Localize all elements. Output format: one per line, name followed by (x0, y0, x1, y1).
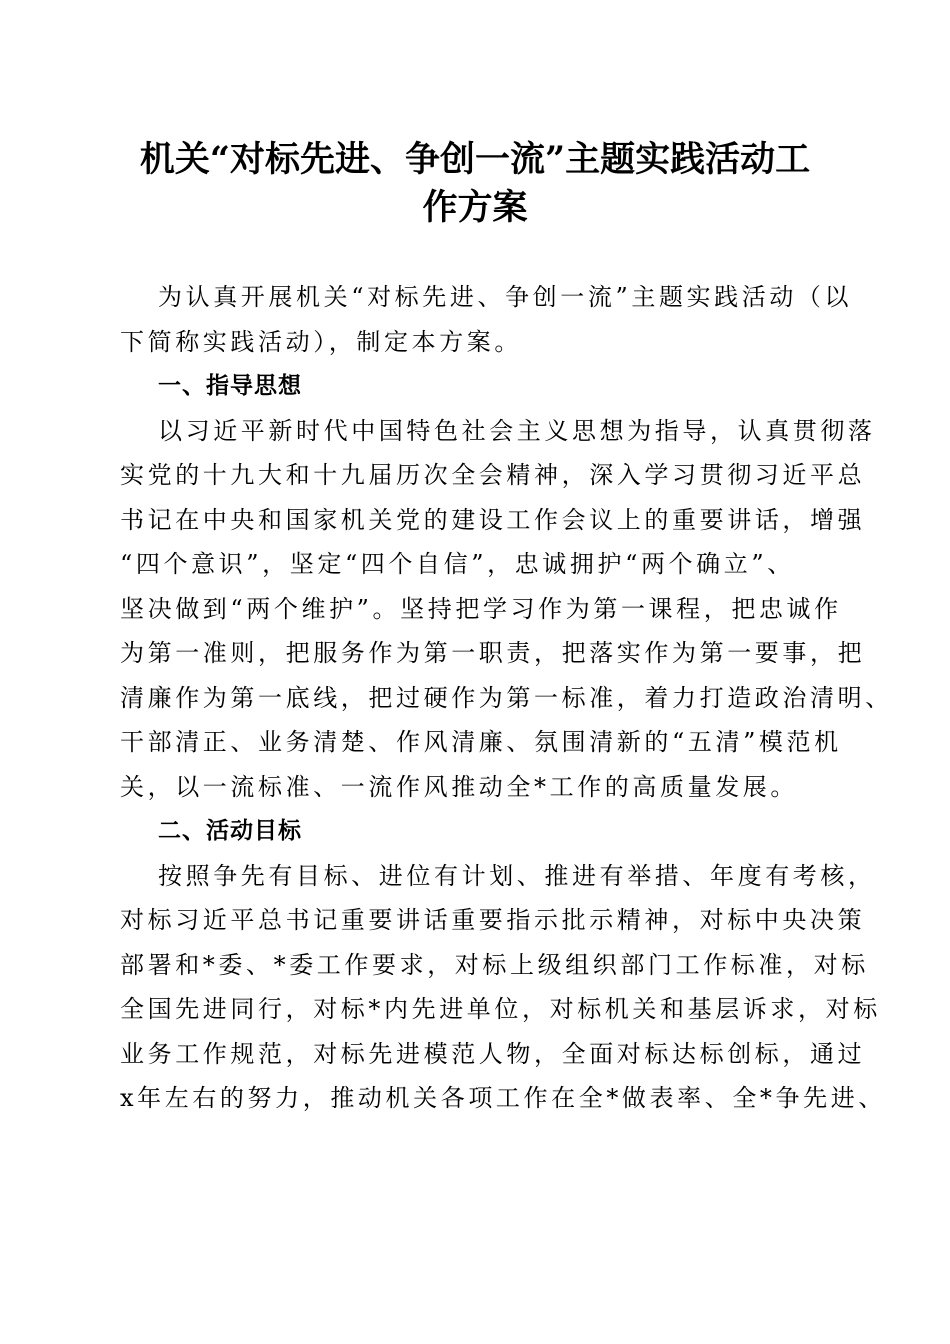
title-line-1: 机关“对标先进、争创一流”主题实践活动工 (139, 139, 811, 180)
section1-line: 为第一准则，把服务作为第一职责，把落实作为第一要事，把 (120, 639, 866, 667)
document-title (100, 136, 850, 232)
section2-line: 业务工作规范，对标先进模范人物，全面对标达标创标，通过 (120, 1039, 866, 1068)
section1-line: 实党的十九大和十九届历次全会精神，深入学习贯彻习近平总 (120, 461, 866, 489)
section1-line: 坚决做到“两个维护”。坚持把学习作为第一课程，把忠诚作 (120, 594, 842, 623)
section2-line: 全国先进同行，对标*内先进单位，对标机关和基层诉求，对标 (120, 995, 881, 1023)
section1-line: 以习近平新时代中国特色社会主义思想为指导，认真贯彻落 (158, 416, 876, 445)
section2-line: 对标习近平总书记重要讲话重要指示批示精神，对标中央决策 (120, 906, 866, 934)
section-heading-guiding-ideology: 一、指导思想 (158, 373, 302, 399)
section1-line: 清廉作为第一底线，把过硬作为第一标准，着力打造政治清明、 (120, 683, 893, 712)
title-line-2: 作方案 (422, 187, 528, 228)
intro-line-1: 为认真开展机关“对标先进、争创一流”主题实践活动（以 (158, 283, 853, 311)
section1-line: 书记在中央和国家机关党的建设工作会议上的重要讲话，增强 (120, 505, 866, 534)
section2-line: 部署和*委、*委工作要求，对标上级组织部门工作标准，对标 (120, 950, 869, 979)
section1-line: 关，以一流标准、一流作风推动全*工作的高质量发展。 (120, 772, 798, 801)
section1-line: “四个意识”，坚定“四个自信”，忠诚拥护“两个确立”、 (120, 550, 795, 578)
intro-line-2: 下简称实践活动），制定本方案。 (120, 327, 522, 356)
document-body (120, 275, 893, 1121)
section2-line: 按照争先有目标、进位有计划、推进有举措、年度有考核， (158, 861, 876, 890)
section1-line: 干部清正、业务清楚、作风清廉、氛围清新的“五清”模范机 (120, 728, 842, 756)
section2-line: x年左右的努力，推动机关各项工作在全*做表率、全*争先进、 (120, 1084, 886, 1112)
section-heading-activity-goals: 二、活动目标 (158, 818, 302, 844)
